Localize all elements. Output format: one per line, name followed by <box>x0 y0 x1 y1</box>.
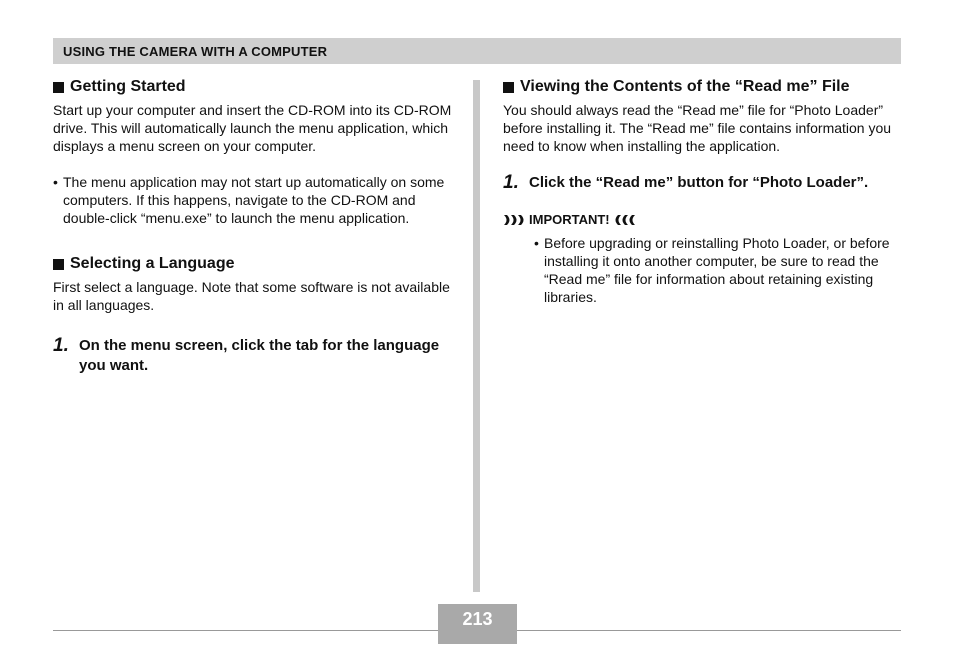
right-column <box>503 76 899 306</box>
important-callout <box>503 211 899 229</box>
page-number: 213 <box>462 609 493 629</box>
important-note-text: Before upgrading or reinstalling Photo Loader, or before installing it onto another computer, be sure to read the “Read me” file for information about retaining existing libraries. <box>544 235 890 305</box>
viewing-readme-title: Viewing the Contents of the “Read me” File <box>520 78 850 95</box>
getting-started-paragraph: Start up your computer and insert the CD-ROM into its CD-ROM drive. This will automatically launch the menu application, which displays a menu screen on your computer. <box>53 102 452 154</box>
important-left-icon <box>503 214 525 226</box>
important-note <box>534 234 899 306</box>
getting-started-title: Getting Started <box>70 78 186 95</box>
square-bullet-icon <box>53 259 64 270</box>
getting-started-heading <box>53 76 453 98</box>
language-step-1 <box>53 336 453 376</box>
bullet-dot: • <box>53 174 58 190</box>
page-number-badge <box>438 604 517 644</box>
square-bullet-icon <box>503 82 514 93</box>
step-text: Click the “Read me” button for “Photo Loader”. <box>529 174 869 191</box>
section-header-bar <box>53 38 901 64</box>
important-label: IMPORTANT! <box>529 212 610 227</box>
column-divider <box>473 80 480 592</box>
left-column <box>53 76 453 376</box>
important-right-icon <box>614 214 636 226</box>
selecting-language-heading <box>53 253 453 275</box>
step-number: 1. <box>503 172 519 193</box>
step-number: 1. <box>53 335 69 356</box>
viewing-readme-heading <box>503 76 899 98</box>
getting-started-note <box>53 173 453 227</box>
section-header-title: USING THE CAMERA WITH A COMPUTER <box>63 44 328 59</box>
bullet-dot: • <box>534 235 539 251</box>
square-bullet-icon <box>53 82 64 93</box>
step-text: On the menu screen, click the tab for the language you want. <box>79 337 440 374</box>
selecting-language-paragraph: First select a language. Note that some software is not available in all languages. <box>53 279 450 313</box>
viewing-readme-paragraph: You should always read the “Read me” file for “Photo Loader” before installing it. The “Read me” file contains information you need to know when installing the application. <box>503 102 892 154</box>
getting-started-note-text: The menu application may not start up automatically on some computers. If this happens, navigate to the CD-ROM and double-click “menu.exe” to launch the menu application. <box>63 174 445 226</box>
selecting-language-title: Selecting a Language <box>70 255 235 272</box>
readme-step-1 <box>503 173 899 193</box>
